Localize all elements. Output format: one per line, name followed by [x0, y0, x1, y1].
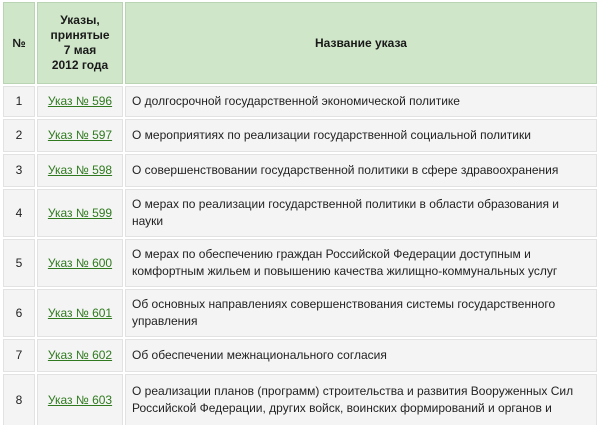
- table-row: [3, 239, 597, 287]
- decree-link[interactable]: Указ № 598: [47, 163, 113, 177]
- row-title: О мерах по реализации государственной политики в области образования и науки: [125, 189, 597, 237]
- row-title: О долгосрочной государственной экономической политике: [125, 86, 597, 117]
- decree-link[interactable]: Указ № 601: [47, 305, 113, 320]
- decree-link[interactable]: Указ № 602: [47, 348, 113, 362]
- table-row: [3, 119, 597, 152]
- decree-link[interactable]: Указ № 596: [47, 94, 113, 108]
- header-number: №: [3, 2, 35, 84]
- table-row: [3, 154, 597, 187]
- row-number: 2: [3, 119, 35, 152]
- row-title: О мерах по обеспечению граждан Российской Федерации доступным и комфортным жильем и повышению качества жилищно-коммунальных услуг: [125, 239, 597, 287]
- header-decree-line-2: принятые: [50, 28, 110, 42]
- row-number: 3: [3, 154, 35, 187]
- row-number: 4: [3, 189, 35, 237]
- decree-link[interactable]: Указ № 600: [47, 255, 113, 270]
- table-row: [3, 289, 597, 337]
- table-row: [3, 86, 597, 117]
- decree-link[interactable]: Указ № 603: [47, 392, 113, 407]
- decrees-table: [1, 0, 599, 425]
- row-decree-cell: [37, 189, 123, 237]
- row-decree-cell: [37, 374, 123, 425]
- header-row: [3, 2, 597, 84]
- row-title: О мероприятиях по реализации государственной социальной политики: [125, 119, 597, 152]
- decree-link[interactable]: Указ № 599: [47, 205, 113, 220]
- row-title: Об основных направлениях совершенствования системы государственного управления: [125, 289, 597, 337]
- table-row: [3, 189, 597, 237]
- row-number: 7: [3, 339, 35, 372]
- row-decree-cell: [37, 239, 123, 287]
- row-number: 6: [3, 289, 35, 337]
- row-number: 5: [3, 239, 35, 287]
- row-title: О реализации планов (программ) строительства и развития Вооруженных Сил Российской Федерации, других войск, воинских формирований и органов и: [125, 374, 597, 425]
- row-number: 8: [3, 374, 35, 425]
- header-decree: [37, 2, 123, 84]
- row-decree-cell: [37, 154, 123, 187]
- header-title: Название указа: [125, 2, 597, 84]
- decree-link[interactable]: Указ № 597: [47, 128, 113, 142]
- table-row: [3, 374, 597, 425]
- row-decree-cell: [37, 119, 123, 152]
- row-number: 1: [3, 86, 35, 117]
- header-decree-line-3: 7 мая: [63, 43, 97, 57]
- row-decree-cell: [37, 339, 123, 372]
- header-decree-line-4: 2012 года: [51, 58, 109, 72]
- row-title: Об обеспечении межнационального согласия: [125, 339, 597, 372]
- header-decree-line-1: Указы,: [60, 13, 100, 27]
- row-title: О совершенствовании государственной политики в сфере здравоохранения: [125, 154, 597, 187]
- row-decree-cell: [37, 86, 123, 117]
- table-row: [3, 339, 597, 372]
- row-decree-cell: [37, 289, 123, 337]
